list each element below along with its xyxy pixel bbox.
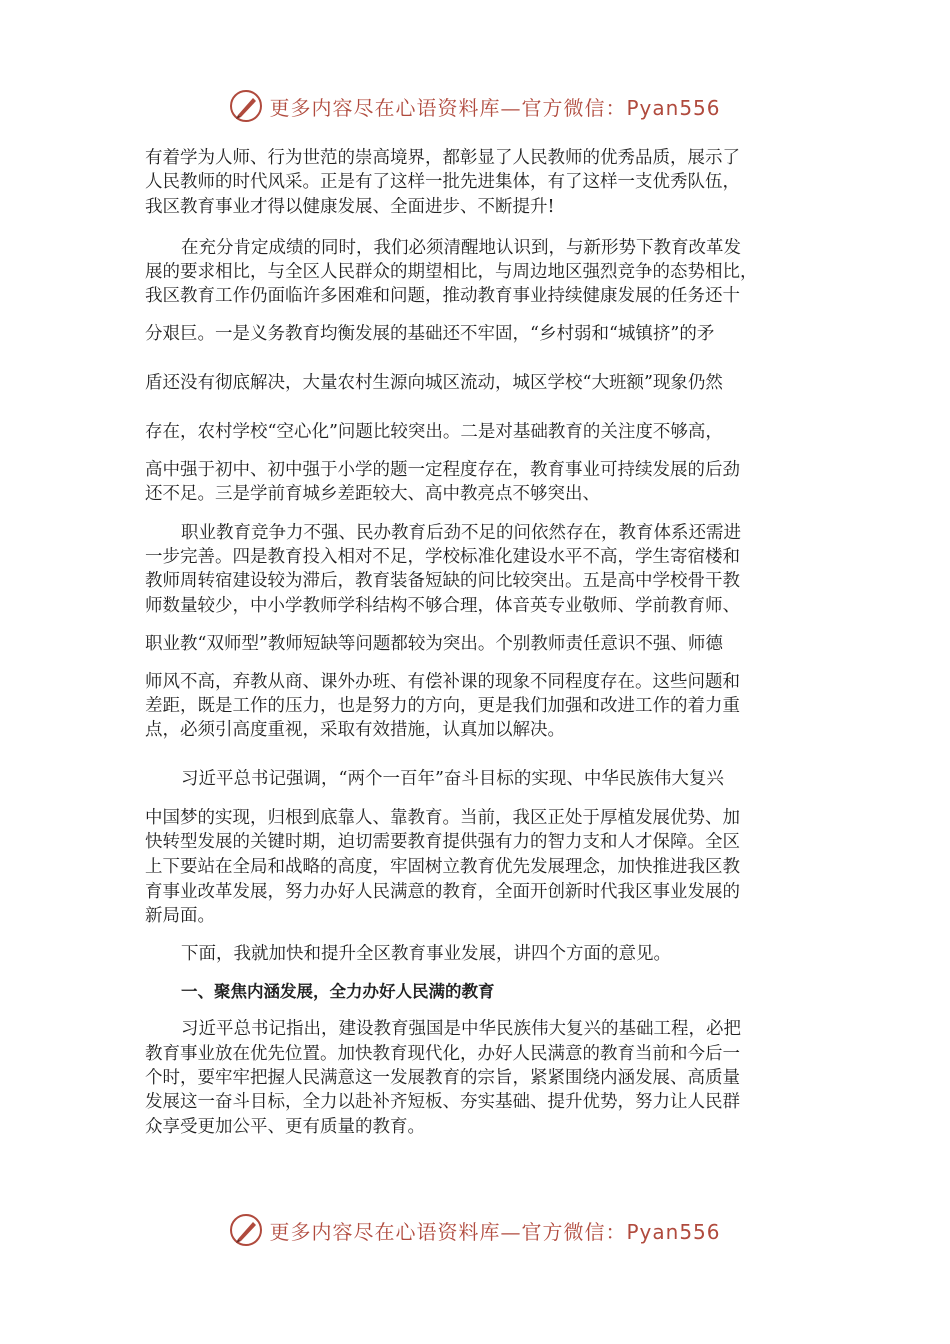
paragraph-line: 习近平总书记指出，建设教育强国是中华民族伟大复兴的基础工程，必把 — [181, 1019, 741, 1039]
paragraph-line: 下面，我就加快和提升全区教育事业发展，讲四个方面的意见。 — [181, 944, 671, 964]
paragraph-line: 中国梦的实现，归根到底靠人、靠教育。当前，我区正处于厚植发展优势、加 — [145, 808, 740, 828]
paragraph-line: 上下要站在全局和战略的高度，牢固树立教育优先发展理念，加快推进我区教 — [145, 857, 740, 877]
paragraph-line: 展的要求相比，与全区人民群众的期望相比，与周边地区强烈竞争的态势相比， — [145, 262, 758, 282]
paragraph-line: 个时，要牢牢把握人民满意这一发展教育的宗旨，紧紧围绕内涵发展、高质量 — [145, 1068, 740, 1088]
paragraph-line: 快转型发展的关键时期，迫切需要教育提供强有力的智力支和人才保障。全区 — [145, 832, 740, 852]
footer-banner — [0, 1210, 950, 1250]
quill-pen-icon — [229, 1213, 263, 1247]
paragraph-line: 众享受更加公平、更有质量的教育。 — [145, 1117, 425, 1137]
paragraph-line: 一步完善。四是教育投入相对不足，学校标准化建设水平不高，学生寄宿楼和 — [145, 547, 740, 567]
paragraph-line: 我区教育工作仍面临许多困难和问题，推动教育事业持续健康发展的任务还十 — [145, 286, 740, 306]
paragraph-line: 师风不高，弃教从商、课外办班、有偿补课的现象不同程度存在。这些问题和 — [145, 672, 740, 692]
paragraph-line: 职业教“双师型”教师短缺等问题都较为突出。个别教师责任意识不强、师德 — [145, 634, 723, 654]
paragraph-line: 教师周转宿建设较为滞后，教育装备短缺的问比较突出。五是高中学校骨干教 — [145, 571, 740, 591]
paragraph-line: 师数量较少，中小学教师学科结构不够合理，体音英专业敬师、学前教育师、 — [145, 596, 740, 616]
footer-brand-text: 更多内容尽在心语资料库—官方微信： — [269, 1219, 627, 1244]
paragraph-line: 在充分肯定成绩的同时，我们必须清醒地认识到，与新形势下教育改革发 — [181, 238, 741, 258]
paragraph-line: 差距，既是工作的压力，也是努力的方向，更是我们加强和改进工作的着力重 — [145, 696, 740, 716]
paragraph-line: 分艰巨。一是义务教育均衡发展的基础还不牢固，“乡村弱和“城镇挤”的矛 — [145, 324, 715, 344]
paragraph-line: 教育事业放在优先位置。加快教育现代化，办好人民满意的教育当前和今后一 — [145, 1044, 740, 1064]
paragraph-line: 发展这一奋斗目标，全力以赴补齐短板、夯实基础、提升优势，努力让人民群 — [145, 1092, 740, 1112]
paragraph-line: 育事业改革发展，努力办好人民满意的教育，全面开创新时代我区事业发展的 — [145, 882, 740, 902]
section-heading: 一、聚焦内涵发展，全力办好人民满的教育 — [181, 982, 495, 1001]
footer-wechat-id: Pyan556 — [626, 1219, 721, 1244]
paragraph-line: 新局面。 — [145, 906, 215, 926]
paragraph-line: 高中强于初中、初中强于小学的题一定程度存在，教育事业可持续发展的后劲 — [145, 460, 740, 480]
footer-banner-text — [269, 1216, 720, 1245]
paragraph-line: 我区教育事业才得以健康发展、全面进步、不断提升! — [145, 197, 555, 217]
header-brand-text: 更多内容尽在心语资料库—官方微信： — [269, 95, 627, 120]
paragraph-line: 点，必须引高度重视，采取有效措施，认真加以解决。 — [145, 720, 565, 740]
paragraph-line: 习近平总书记强调，“两个一百年”奋斗目标的实现、中华民族伟大复兴 — [181, 769, 724, 789]
paragraph-line: 有着学为人师、行为世范的崇高境界，都彰显了人民教师的优秀品质，展示了 — [145, 148, 740, 168]
paragraph-line: 职业教育竞争力不强、民办教育后劲不足的问依然存在，教育体系还需进 — [181, 523, 741, 543]
paragraph-line: 盾还没有彻底解决，大量农村生源向城区流动，城区学校“大班额”现象仍然 — [145, 373, 723, 393]
paragraph-line: 人民教师的时代风采。正是有了这样一批先进集体，有了这样一支优秀队伍， — [145, 172, 740, 192]
paragraph-line: 还不足。三是学前育城乡差距较大、高中教亮点不够突出、 — [145, 484, 600, 504]
header-wechat-id: Pyan556 — [626, 95, 721, 120]
paragraph-line: 存在，农村学校“空心化”问题比较突出。二是对基础教育的关注度不够高， — [145, 422, 723, 442]
